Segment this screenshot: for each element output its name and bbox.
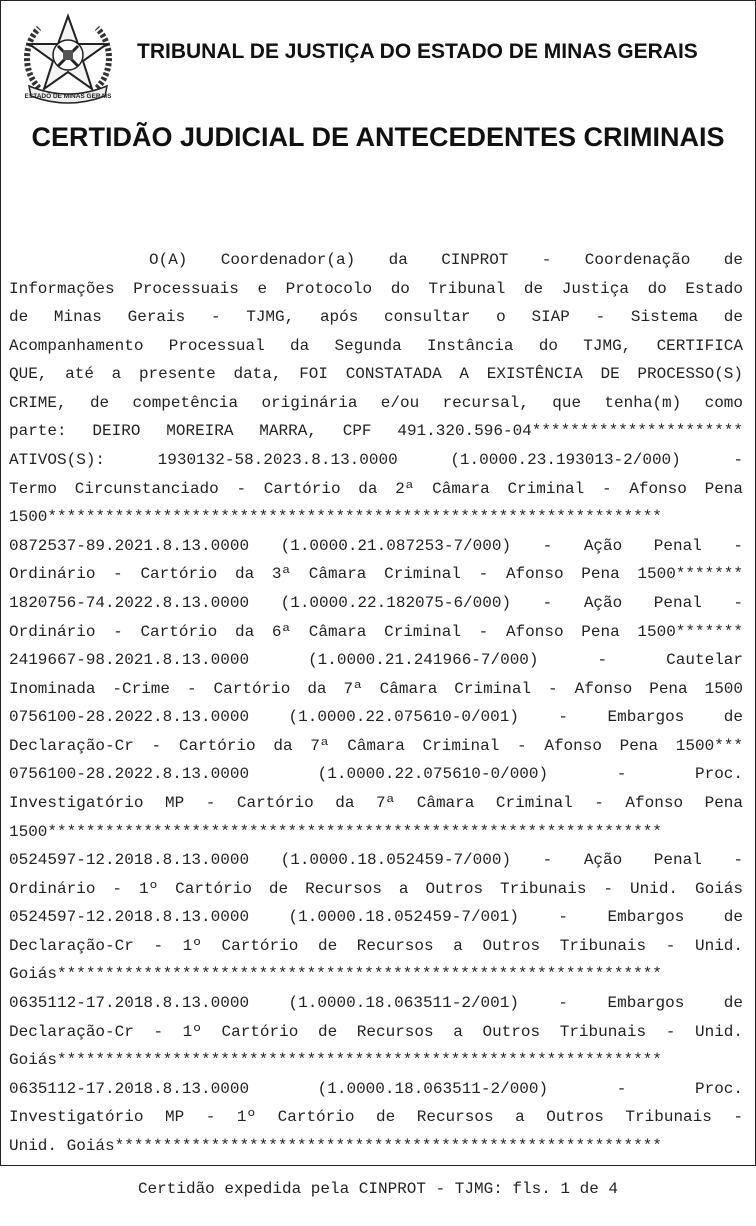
body-line: Declaração-Cr - 1º Cartório de Recursos a Outros Tribunais - Unid. [9, 936, 743, 955]
body-line: CRIME, de competência originária e/ou recursal, que tenha(m) como [9, 393, 743, 412]
body-line: Investigatório MP - 1º Cartório de Recursos a Outros Tribunais - [9, 1108, 743, 1127]
body-line: Investigatório MP - Cartório da 7ª Câmara Criminal - Afonso Pena [9, 793, 743, 812]
body-line: 0635112-17.2018.8.13.0000 (1.0000.18.063511-2/000) - Proc. [9, 1079, 743, 1098]
body-line: 0756100-28.2022.8.13.0000 (1.0000.22.075610-0/001) - Embargos de [9, 708, 743, 727]
body-line: Inominada -Crime - Cartório da 7ª Câmara Criminal - Afonso Pena 1500 [9, 679, 743, 698]
certificate-body [9, 246, 743, 1161]
body-line: Unid. Goiás********************************************************* [9, 1136, 662, 1155]
body-line: Declaração-Cr - Cartório da 7ª Câmara Criminal - Afonso Pena 1500*** [9, 736, 743, 755]
body-line: de Minas Gerais - TJMG, após consultar o SIAP - Sistema de [9, 308, 743, 327]
body-line: Ordinário - 1º Cartório de Recursos a Outros Tribunais - Unid. Goiás [9, 879, 743, 898]
body-line: 1500**************************************************************** [9, 508, 662, 527]
court-name: TRIBUNAL DE JUSTIÇA DO ESTADO DE MINAS GERAIS [137, 40, 698, 63]
body-line: O(A) Coordenador(a) da CINPROT - Coordenação de [149, 251, 743, 269]
body-line: QUE, até a presente data, FOI CONSTATADA A EXISTÊNCIA DE PROCESSO(S) [9, 365, 743, 384]
body-line: Declaração-Cr - 1º Cartório de Recursos a Outros Tribunais - Unid. [9, 1022, 743, 1041]
body-line: 0756100-28.2022.8.13.0000 (1.0000.22.075610-0/000) - Proc. [9, 765, 743, 784]
body-line: Informações Processuais e Protocolo do Tribunal de Justiça do Estado [9, 279, 743, 298]
body-line: 0872537-89.2021.8.13.0000 (1.0000.21.087253-7/000) - Ação Penal - [9, 536, 743, 555]
body-line: 0524597-12.2018.8.13.0000 (1.0000.18.052459-7/000) - Ação Penal - [9, 851, 743, 870]
body-line: Ordinário - Cartório da 3ª Câmara Criminal - Afonso Pena 1500******* [9, 565, 743, 584]
page-footer: Certidão expedida pela CINPROT - TJMG: fls. 1 de 4 [137, 1180, 619, 1198]
body-line: Goiás*************************************************************** [9, 965, 662, 984]
document-title: CERTIDÃO JUDICIAL DE ANTECEDENTES CRIMINAIS [31, 122, 725, 152]
state-seal-emblem [19, 10, 117, 108]
body-line: Termo Circunstanciado - Cartório da 2ª Câmara Criminal - Afonso Pena [9, 479, 743, 498]
body-line: ATIVOS(S): 1930132-58.2023.8.13.0000 (1.0000.23.193013-2/000) - [9, 451, 743, 470]
body-line: parte: DEIRO MOREIRA MARRA, CPF 491.320.596-04********************** [9, 422, 743, 441]
body-line: 1820756-74.2022.8.13.0000 (1.0000.22.182075-6/000) - Ação Penal - [9, 593, 743, 612]
body-line: Goiás*************************************************************** [9, 1051, 662, 1070]
body-line: 0524597-12.2018.8.13.0000 (1.0000.18.052459-7/001) - Embargos de [9, 908, 743, 927]
body-line: Ordinário - Cartório da 6ª Câmara Criminal - Afonso Pena 1500******* [9, 622, 743, 641]
body-line: Acompanhamento Processual da Segunda Instância do TJMG, CERTIFICA [9, 336, 743, 355]
body-line: 0635112-17.2018.8.13.0000 (1.0000.18.063511-2/001) - Embargos de [9, 994, 743, 1013]
seal-ribbon-text: ESTADO DE MINAS GERAIS [24, 93, 112, 100]
body-line: 1500**************************************************************** [9, 822, 662, 841]
body-line: 2419667-98.2021.8.13.0000 (1.0000.21.241966-7/000) - Cautelar [9, 651, 743, 670]
